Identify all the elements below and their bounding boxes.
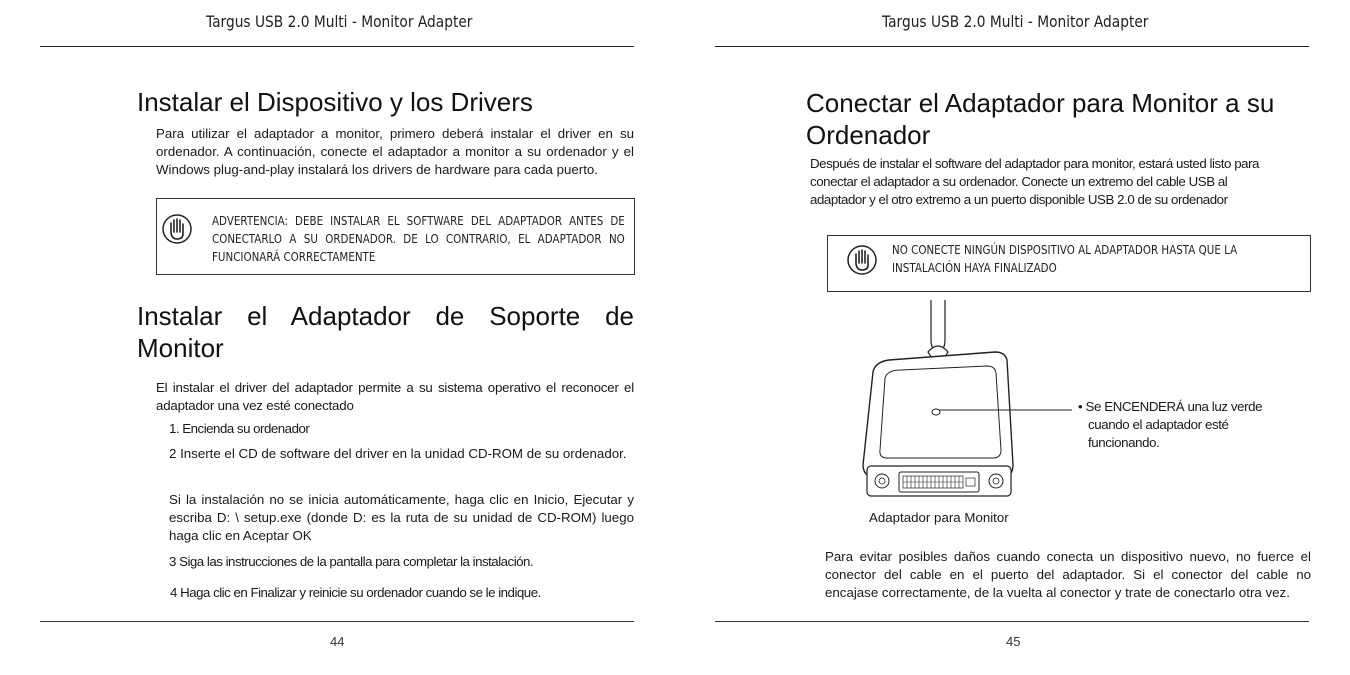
install-drivers-body: Para utilizar el adaptador a monitor, primero deberá instalar el driver en su ordenador. A continuación, conecte el adaptador a monitor a su ordenador y el Windows plug-and-play instalará los drivers de hardware para cada puerto. bbox=[156, 126, 634, 177]
warning-text-left: ADVERTENCIA: DEBE INSTALAR EL SOFTWARE DEL ADAPTADOR ANTES DE CONECTARLO A SU ORDENADOR. DE LO CONTRARIO, EL ADAPTADOR NO FUNCIONARÁ CORRECTAMENTE bbox=[212, 214, 625, 264]
page-number-right: 45 bbox=[1006, 634, 1021, 649]
section-heading-install-adapter-line bbox=[137, 300, 634, 364]
autorun-note: Si la instalación no se inicia automáticamente, haga clic en Inicio, Ejecutar y escriba D: \ setup.exe (donde D: es la ruta de su unidad de CD-ROM) luego haga clic en Aceptar OK bbox=[169, 492, 634, 543]
warning-text-right: NO CONECTE NINGÚN DISPOSITIVO AL ADAPTADOR HASTA QUE LA INSTALACIÓN HAYA FINALIZADO bbox=[892, 243, 1238, 275]
hand-stop-icon bbox=[162, 212, 192, 246]
step-4: 4 Haga clic en Finalizar y reinicie su ordenador cuando se le indique. bbox=[170, 585, 541, 600]
section-heading-connect-adapter: Conectar el Adaptador para Monitor a su Ordenador bbox=[806, 88, 1275, 150]
led-callout: • Se ENCENDERÁ una luz verde cuando el adaptador esté funcionando. bbox=[1078, 399, 1263, 450]
step-2: 2 Inserte el CD de software del driver en la unidad CD-ROM de su ordenador. bbox=[169, 446, 627, 461]
closing-paragraph: Para evitar posibles daños cuando conecta un dispositivo nuevo, no fuerce el conector del cable en el puerto del adaptador. Si el conector del cable no encajase correctamente, de la vuelta al conector y trate de conectarlo otra vez. bbox=[825, 549, 1311, 600]
monitor-adapter-illustration bbox=[855, 300, 1085, 505]
diagram-caption: Adaptador para Monitor bbox=[869, 510, 1009, 525]
running-header-right: Targus USB 2.0 Multi - Monitor Adapter bbox=[882, 12, 1149, 31]
footer-rule-right bbox=[715, 621, 1309, 622]
connect-adapter-body: Después de instalar el software del adaptador para monitor, estará usted listo para conectar el adaptador a su ordenador. Conecte un extremo del cable USB al adaptador y el otro extremo a un puerto disponible USB 2.0 de su ordenador bbox=[810, 156, 1260, 207]
install-adapter-intro: El instalar el driver del adaptador permite a su sistema operativo el reconocer el adaptador una vez esté conectado bbox=[156, 380, 634, 413]
header-rule-right bbox=[715, 46, 1309, 47]
hand-stop-icon bbox=[847, 243, 877, 277]
warning-box-right bbox=[827, 235, 1311, 292]
led-leader-line bbox=[939, 405, 1074, 415]
running-header-left: Targus USB 2.0 Multi - Monitor Adapter bbox=[206, 12, 473, 31]
page-number-left: 44 bbox=[330, 634, 345, 649]
section-heading-install-adapter: Instalar el Adaptador de Soporte de Monitor bbox=[137, 301, 634, 363]
step-3: 3 Siga las instrucciones de la pantalla para completar la instalación. bbox=[169, 554, 534, 569]
warning-box-left bbox=[156, 198, 635, 275]
header-rule-left bbox=[40, 46, 634, 47]
right-page bbox=[675, 0, 1350, 675]
section-heading-install-drivers: Instalar el Dispositivo y los Drivers bbox=[137, 87, 533, 117]
step-1: 1. Encienda su ordenador bbox=[169, 421, 310, 436]
footer-rule-left bbox=[40, 621, 634, 622]
